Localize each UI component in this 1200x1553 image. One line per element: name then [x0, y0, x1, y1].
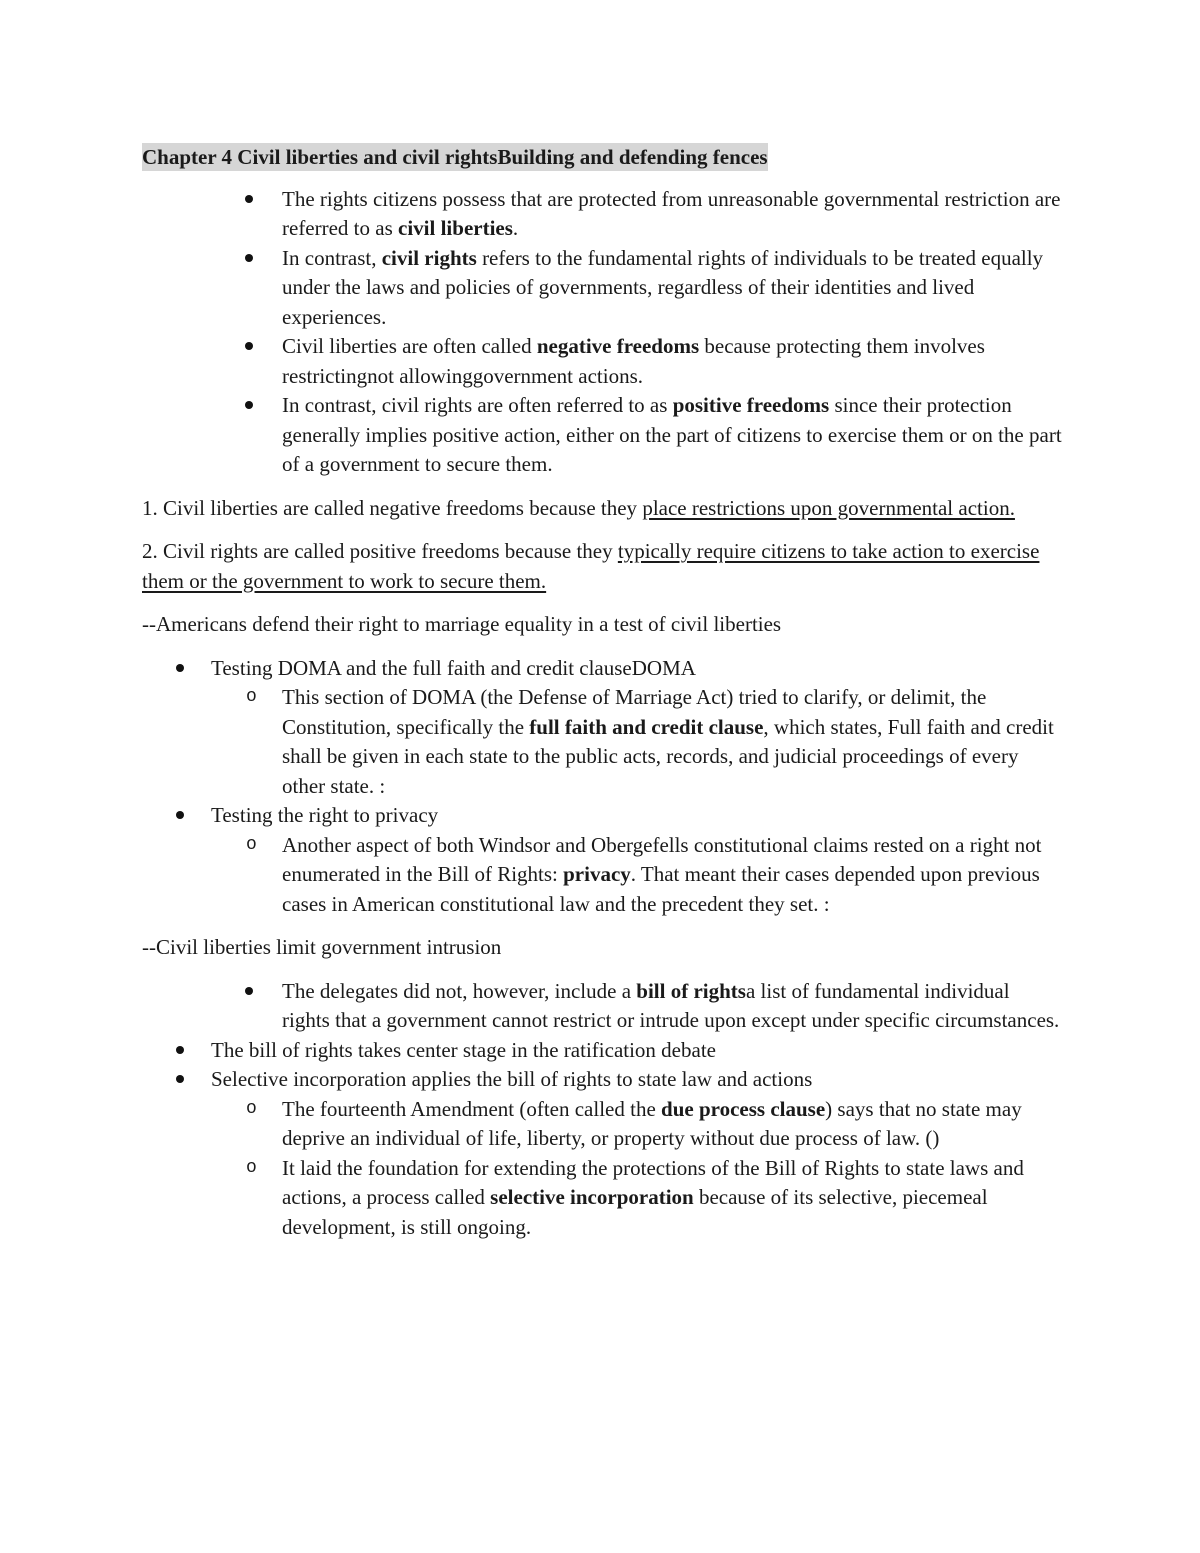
answer-2: typically require citizens to take action to exercise them or the government to work to secure them. — [142, 539, 1040, 593]
list-item: In contrast, civil rights are often referred to as positive freedoms since their protection generally implies positive action, either on the part of citizens to exercise them or on the part of a government to secure them. — [142, 391, 1062, 480]
list-item: The bill of rights takes center stage in the ratification debate — [142, 1036, 1062, 1066]
list-item: The delegates did not, however, include a bill of rightsa list of fundamental individual rights that a government cannot restrict or intrude upon except under specific circumstances. — [142, 977, 1062, 1036]
sub-list-item: o The fourteenth Amendment (often called the due process clause) says that no state may deprive an individual of life, liberty, or property without due process of law. () — [142, 1095, 1062, 1154]
intrusion-list-a — [142, 977, 1062, 1036]
definitions-list — [142, 185, 1062, 480]
intrusion-list-b — [142, 1036, 1062, 1243]
question-2: 2. Civil rights are called positive freedoms because they typically require citizens to take action to exercise them or the government to work to secure them. — [142, 539, 1040, 593]
list-item: Testing the right to privacy o Another aspect of both Windsor and Obergefells constitutional claims rested on a right not enumerated in the Bill of Rights: privacy. That meant their cases depended upon previous cases in American constitutional law and the precedent they set. : — [142, 801, 1062, 919]
question-1: 1. Civil liberties are called negative freedoms because they place restrictions upon governmental action. — [142, 495, 1015, 520]
marriage-list — [142, 654, 1062, 920]
section-heading-intrusion: --Civil liberties limit government intrusion — [142, 935, 502, 959]
section-heading-marriage: --Americans defend their right to marriage equality in a test of civil liberties — [142, 612, 782, 636]
sub-list-item: o Another aspect of both Windsor and Obergefells constitutional claims rested on a right not enumerated in the Bill of Rights: privacy. That meant their cases depended upon previous cases in American constitutional law and the precedent they set. : — [142, 831, 1062, 920]
chapter-title: Chapter 4 Civil liberties and civil rightsBuilding and defending fences — [142, 145, 768, 169]
list-item: Selective incorporation applies the bill of rights to state law and actions o The fourteenth Amendment (often called the due process clause) says that no state may deprive an individual of life, liberty, or property without due process of law. () o It laid the foundation for extending the protections of the Bill of Rights to state laws and actions, a process called selective incorporation because of its selective, piecemeal development, is still ongoing. — [142, 1065, 1062, 1242]
document-body — [142, 142, 1062, 1242]
answer-1: place restrictions upon governmental action. — [642, 495, 1015, 520]
list-item: The rights citizens possess that are protected from unreasonable governmental restriction are referred to as civil liberties. — [142, 185, 1062, 244]
sub-list-item: o It laid the foundation for extending the protections of the Bill of Rights to state laws and actions, a process called selective incorporation because of its selective, piecemeal development, is still ongoing. — [142, 1154, 1062, 1243]
sub-list-item: o This section of DOMA (the Defense of Marriage Act) tried to clarify, or delimit, the Constitution, specifically the full faith and credit clause, which states, Full faith and credit shall be given in each state to the public acts, records, and judicial proceedings of every other state. : — [142, 683, 1062, 801]
list-item: Testing DOMA and the full faith and credit clauseDOMA o This section of DOMA (the Defense of Marriage Act) tried to clarify, or delimit, the Constitution, specifically the full faith and credit clause, which states, Full faith and credit shall be given in each state to the public acts, records, and judicial proceedings of every other state. : — [142, 654, 1062, 802]
list-item: In contrast, civil rights refers to the fundamental rights of individuals to be treated equally under the laws and policies of governments, regardless of their identities and lived experiences. — [142, 244, 1062, 333]
list-item: Civil liberties are often called negative freedoms because protecting them involves restrictingnot allowinggovernment actions. — [142, 332, 1062, 391]
